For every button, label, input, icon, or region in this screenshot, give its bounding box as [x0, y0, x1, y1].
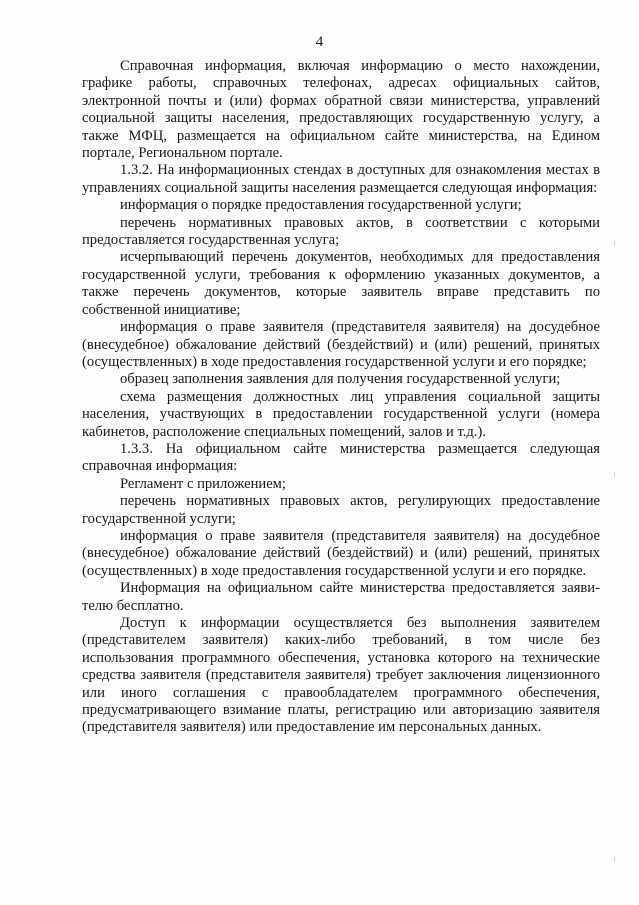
- list-item-legal-acts: перечень нормативных правовых актов, в соответствии с которыми предоставляется государственная услуга;: [82, 214, 600, 249]
- list-item-documents: исчерпывающий перечень документов, необходимых для предоставления государственной услуги, требования к оформлению указанных документов, а также перечень документов, которые заявитель вправе представить по собственной инициативе;: [82, 249, 600, 318]
- list-item-procedure-info: информация о порядке предоставления государственной услуги;: [120, 197, 522, 214]
- list-item-appeal-rights: информация о праве заявителя (представителя заявителя) на досудебное (внесудебное) обжалование действий (бездействий) и (или) решений, принятых (осуществленных) в ходе предоставления государственной услуги и его порядке;: [82, 319, 600, 370]
- list-item-regulating-acts: перечень нормативных правовых актов, регулирующих предоставление государственной услуги;: [82, 493, 600, 527]
- paragraph-access-conditions: Доступ к информации осуществляется без выполнения заявителем (представителем заявителя) каких-либо требований, в том числе без использования программного обеспечения, установка которого на технические средства заявителя (представителя заявителя) требует заключения лицензионного или иного соглашения с правообладателем программного обеспечения, предусматривающего взимание платы, регистрацию или авторизацию заявителя (представителя заявителя) или предоставление им персональных данных.: [82, 615, 600, 736]
- list-item-application-sample: образец заполнения заявления для получения государственной услуги;: [120, 371, 561, 388]
- scan-edge-mark-middle: [614, 472, 615, 477]
- paragraph-reference-info: Справочная информация, включая информацию о место нахождении, графике работы, справочных телефонах, адресах официальных сайтов, электронной почты и (или) формах обратной связи министерства, управлений социальной защиты населения, предоставляющих государственную услугу, а также МФЦ, размещается на официальном сайте министерства, на Едином портале, Региональном портале.: [82, 58, 600, 162]
- scan-edge-mark-top: [614, 240, 615, 246]
- list-item-appeal-rights-site: информация о праве заявителя (представителя заявителя) на досудебное (внесудебное) обжалование действий (бездействий) и (или) решений, принятых (осуществленных) в ходе предоставления государственной услуги и его порядке.: [82, 527, 600, 579]
- paragraph-1-3-2: 1.3.2. На информационных стендах в доступных для ознакомления местах в управлениях социальной защиты населения размещается следующая информация:: [82, 162, 600, 196]
- paragraph-free-info: Информация на официальном сайте министерства предоставляется заявителю бесплатно.: [82, 580, 600, 614]
- paragraph-1-3-3: 1.3.3. На официальном сайте министерства размещается следующая справочная информация:: [82, 440, 600, 475]
- page-number: 4: [315, 34, 324, 50]
- document-body: [82, 58, 600, 737]
- scan-edge-mark-bottom: [614, 856, 615, 862]
- list-item-regulation: Регламент с приложением;: [120, 475, 286, 492]
- list-item-officials-layout: схема размещения должностных лиц управления социальной защиты населения, участвующих в предоставлении государственной услуги (номера кабинетов, расположение специальных помещений, залов и т.д.).: [82, 388, 600, 440]
